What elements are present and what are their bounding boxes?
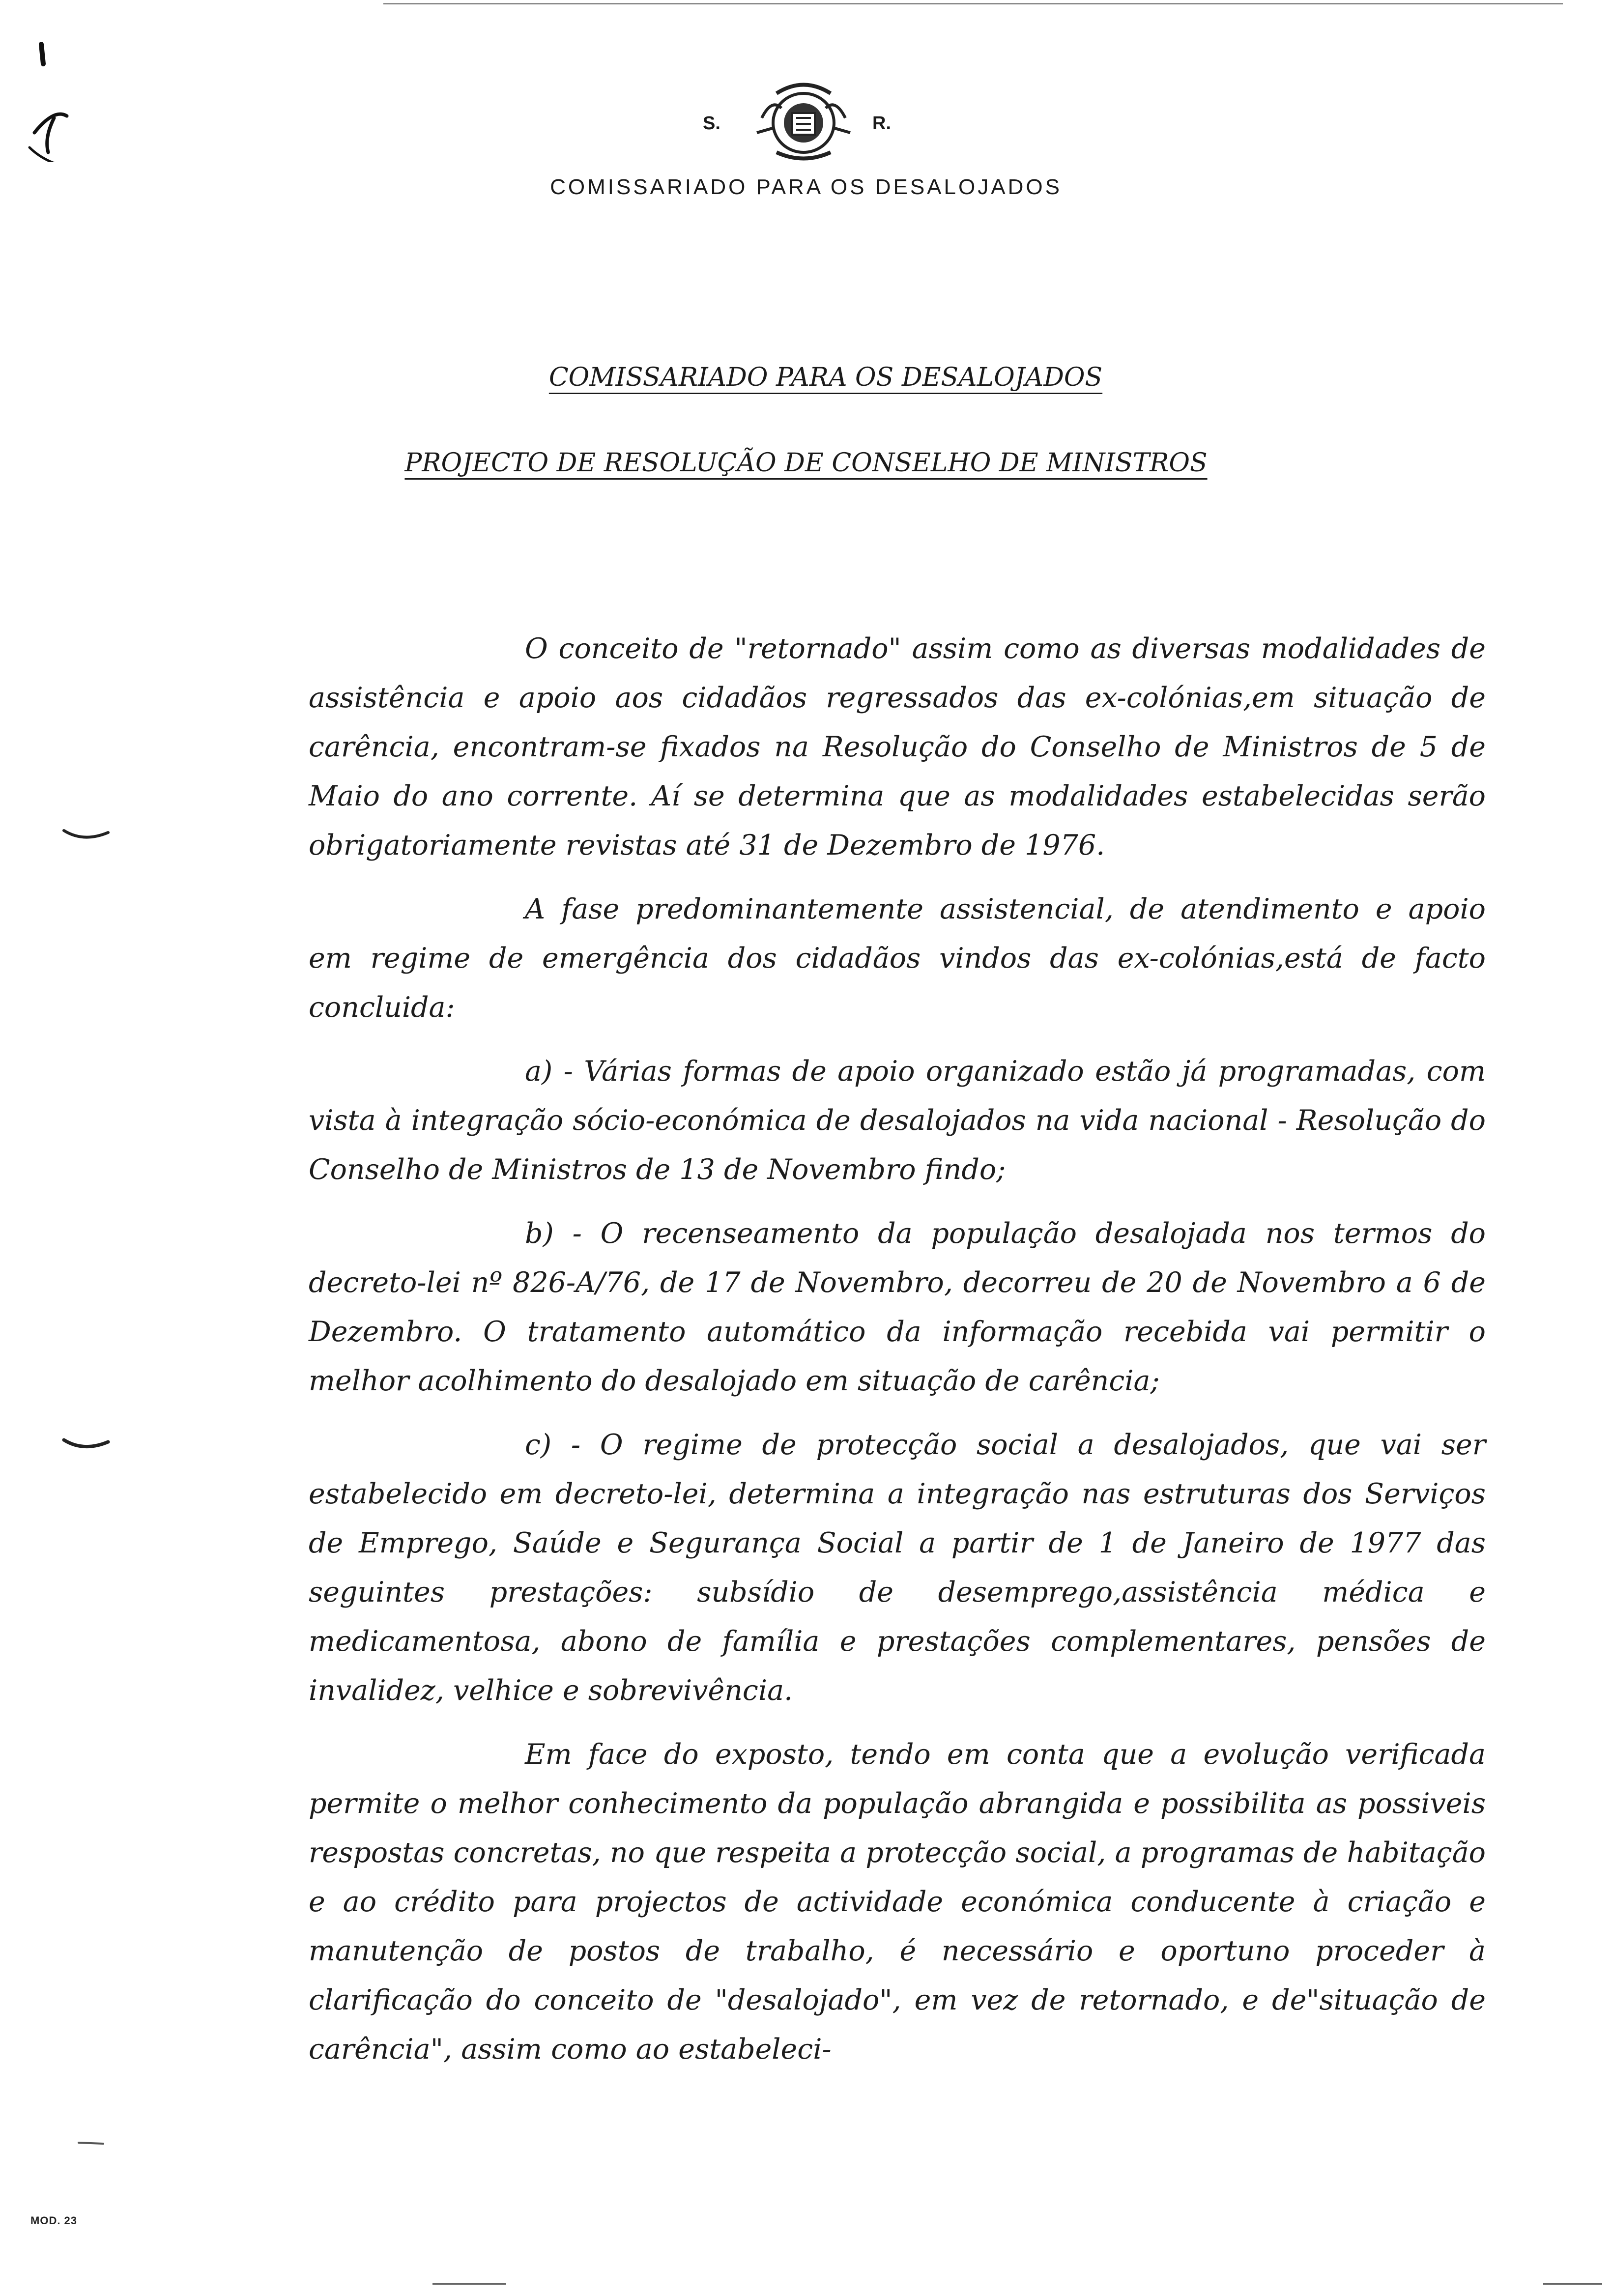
scan-edge-line — [432, 2283, 506, 2285]
document-heading — [20, 363, 1612, 392]
letterhead-seal — [698, 79, 904, 162]
scan-edge-line — [383, 3, 1563, 4]
seal-initial-left: S. — [703, 113, 720, 134]
paragraph-phase: A fase predominantemente assistencial, de atendimento e apoio em regime de emergência dos cidadãos vindos das ex-colónias,está de facto concluida: — [309, 893, 1486, 1024]
seal-initial-right: R. — [872, 113, 891, 134]
list-item-c: c) - O regime de protecção social a desalojados, que vai ser estabelecido em decreto-lei, determina a integração nas estruturas dos Serviços de Emprego, Saúde e Segurança Social a partir de 1 de Janeiro de 1977 das seguintes prestações: subsídio de desemprego,assistência médica e medicamentosa, abono de família e prestações complementares, pensões de invalidez, velhice e sobrevivência. — [309, 1429, 1486, 1707]
scan-edge-line — [1543, 2283, 1602, 2285]
handwritten-mark — [20, 34, 79, 162]
paragraph-conclusion: Em face do exposto, tendo em conta que a evolução verificada permite o melhor conhecimento da população abrangida e possibilita as possiveis respostas concretas, no que respeita a protecção social, a programas de habitação e ao crédito para projectos de actividade económica conducente à criação e manutenção de postos de trabalho, é necessário e oportuno proceder à clarificação do conceito de "desalojado", em vez de retornado, e de"situação de carência", assim como ao estabeleci- — [309, 1738, 1486, 2066]
coat-of-arms-icon — [747, 79, 860, 162]
subheading-text: PROJECTO DE RESOLUÇÃO DE CONSELHO DE MINISTROS — [404, 448, 1208, 478]
document-body — [309, 624, 1486, 2089]
margin-tick — [74, 2133, 113, 2152]
list-item-a: a) - Várias formas de apoio organizado estão já programadas, com vista à integração sócio-económica de desalojados na vida nacional - Resolução do Conselho de Ministros de 13 de Novembro findo; — [309, 1055, 1486, 1186]
list-item-b: b) - O recenseamento da população desalojada nos termos do decreto-lei nº 826-A/76, de 17 de Novembro, decorreu de 20 de Novembro a 6 de Dezembro. O tratamento automático da informação recebida vai permitir o melhor acolhimento do desalojado em situação de carência; — [309, 1217, 1486, 1397]
margin-tick — [54, 1435, 133, 1455]
form-code: MOD. 23 — [30, 2214, 78, 2227]
heading-text: COMISSARIADO PARA OS DESALOJADOS — [548, 363, 1103, 392]
document-subheading — [0, 448, 1612, 478]
paragraph-intro: O conceito de "retornado" assim como as diversas modalidades de assistência e apoio aos cidadãos regressados das ex-colónias,em situação de carência, encontram-se fixados na Resolução do Conselho de Ministros de 5 de Maio do ano corrente. Aí se determina que as modalidades estabelecidas serão obrigatoriamente revistas até 31 de Dezembro de 1976. — [309, 632, 1486, 861]
margin-tick — [54, 826, 133, 845]
office-name: COMISSARIADO PARA OS DESALOJADOS — [550, 175, 1062, 199]
